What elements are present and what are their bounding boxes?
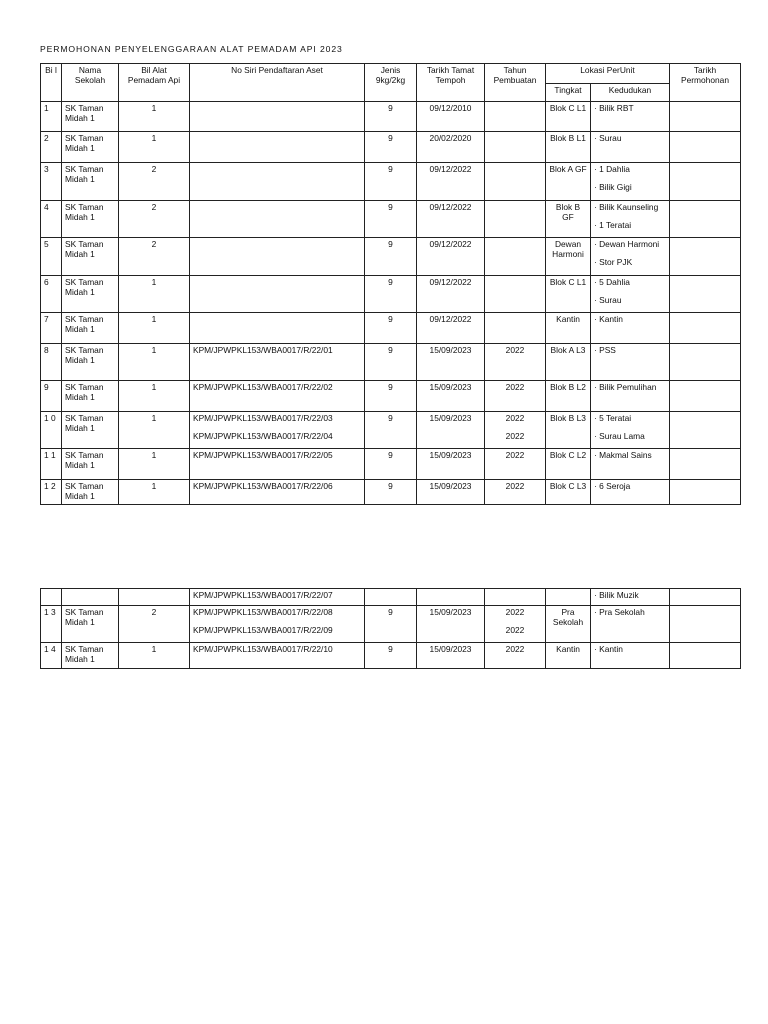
cell-tarikh-permohonan xyxy=(670,381,741,412)
cell-bil: 1 2 xyxy=(41,480,62,505)
cell-tingkat: Blok C L3 xyxy=(546,480,591,505)
cell-jenis: 9 xyxy=(365,643,417,669)
cell-nama-sekolah: SK Taman Midah 1 xyxy=(62,132,119,163)
no-siri-entry: KPM/JPWPKL153/WBA0017/R/22/08 xyxy=(193,607,333,617)
cell-bil-alat: 1 xyxy=(119,480,190,505)
document-title: PERMOHONAN PENYELENGGARAAN ALAT PEMADAM API 2023 xyxy=(40,44,343,54)
cell-no-siri xyxy=(190,381,365,412)
cell-no-siri xyxy=(190,102,365,132)
header-nama-sekolah: Nama Sekolah xyxy=(62,64,119,102)
cell-kedudukan xyxy=(591,589,670,606)
cell-nama-sekolah: SK Taman Midah 1 xyxy=(62,201,119,238)
cell-bil: 1 4 xyxy=(41,643,62,669)
cell-tarikh-permohonan xyxy=(670,201,741,238)
cell-tarikh-permohonan xyxy=(670,412,741,449)
cell-kedudukan xyxy=(591,132,670,163)
cell-tingkat: Kantin xyxy=(546,643,591,669)
table-row xyxy=(41,276,741,313)
cell-bil-alat: 1 xyxy=(119,412,190,449)
cell-tahun xyxy=(485,163,546,201)
cell-tingkat: Kantin xyxy=(546,313,591,344)
cell-tingkat: Blok C L2 xyxy=(546,449,591,480)
kedudukan-entry: · 1 Teratai xyxy=(594,220,666,230)
kedudukan-entry: · Stor PJK xyxy=(594,257,666,267)
cell-tahun xyxy=(485,201,546,238)
kedudukan-entry: · Bilik Kaunseling xyxy=(594,202,666,212)
table-row xyxy=(41,480,741,505)
cell-tarikh-tamat: 15/09/2023 xyxy=(417,643,485,669)
header-bil: Bi l xyxy=(41,64,62,102)
cell-bil-alat: 2 xyxy=(119,201,190,238)
tahun-entry: 2022 xyxy=(505,345,525,355)
table-row xyxy=(41,589,741,606)
cell-bil: 8 xyxy=(41,344,62,381)
cell-tarikh-tamat: 20/02/2020 xyxy=(417,132,485,163)
cell-bil xyxy=(41,589,62,606)
cell-tarikh-permohonan xyxy=(670,606,741,643)
cell-kedudukan xyxy=(591,643,670,669)
kedudukan-entry: · Surau xyxy=(594,133,666,143)
cell-no-siri xyxy=(190,643,365,669)
cell-jenis: 9 xyxy=(365,480,417,505)
no-siri-entry: KPM/JPWPKL153/WBA0017/R/22/02 xyxy=(193,382,333,392)
cell-no-siri xyxy=(190,449,365,480)
header-tarikh-tamat: Tarikh Tamat Tempoh xyxy=(417,64,485,102)
cell-bil: 1 1 xyxy=(41,449,62,480)
cell-kedudukan xyxy=(591,102,670,132)
cell-bil: 1 3 xyxy=(41,606,62,643)
cell-tahun xyxy=(485,643,546,669)
cell-tahun xyxy=(485,132,546,163)
cell-nama-sekolah: SK Taman Midah 1 xyxy=(62,313,119,344)
cell-kedudukan xyxy=(591,344,670,381)
cell-nama-sekolah: SK Taman Midah 1 xyxy=(62,276,119,313)
cell-tahun xyxy=(485,589,546,606)
cell-tarikh-permohonan xyxy=(670,238,741,276)
cell-tarikh-permohonan xyxy=(670,480,741,505)
cell-nama-sekolah xyxy=(62,589,119,606)
cell-tahun xyxy=(485,238,546,276)
no-siri-entry: KPM/JPWPKL153/WBA0017/R/22/04 xyxy=(193,431,333,441)
cell-jenis: 9 xyxy=(365,606,417,643)
cell-bil: 2 xyxy=(41,132,62,163)
cell-bil: 1 0 xyxy=(41,412,62,449)
cell-bil: 9 xyxy=(41,381,62,412)
cell-jenis: 9 xyxy=(365,313,417,344)
cell-bil-alat: 1 xyxy=(119,132,190,163)
cell-tarikh-tamat: 15/09/2023 xyxy=(417,449,485,480)
cell-tingkat: Blok A GF xyxy=(546,163,591,201)
cell-jenis: 9 xyxy=(365,381,417,412)
cell-bil-alat: 1 xyxy=(119,643,190,669)
cell-tarikh-tamat: 09/12/2022 xyxy=(417,163,485,201)
cell-tarikh-tamat: 15/09/2023 xyxy=(417,606,485,643)
header-tarikh-permohonan: Tarikh Permohonan xyxy=(670,64,741,102)
no-siri-entry: KPM/JPWPKL153/WBA0017/R/22/09 xyxy=(193,625,333,635)
header-tahun: Tahun Pembuatan xyxy=(485,64,546,102)
cell-no-siri xyxy=(190,412,365,449)
table-row xyxy=(41,412,741,449)
cell-kedudukan xyxy=(591,163,670,201)
table-row xyxy=(41,381,741,412)
cell-kedudukan xyxy=(591,201,670,238)
cell-bil-alat: 1 xyxy=(119,344,190,381)
cell-tingkat: Blok B L1 xyxy=(546,132,591,163)
cell-kedudukan xyxy=(591,276,670,313)
kedudukan-entry: · Pra Sekolah xyxy=(594,607,666,617)
cell-bil: 6 xyxy=(41,276,62,313)
cell-tarikh-tamat xyxy=(417,589,485,606)
cell-bil-alat: 2 xyxy=(119,606,190,643)
cell-kedudukan xyxy=(591,480,670,505)
cell-nama-sekolah: SK Taman Midah 1 xyxy=(62,449,119,480)
cell-no-siri xyxy=(190,589,365,606)
kedudukan-entry: · 6 Seroja xyxy=(594,481,666,491)
cell-tahun xyxy=(485,412,546,449)
cell-no-siri xyxy=(190,606,365,643)
table-row xyxy=(41,344,741,381)
header-bil-alat: Bil Alat Pemadam Api xyxy=(119,64,190,102)
kedudukan-entry: · Surau Lama xyxy=(594,431,666,441)
cell-jenis: 9 xyxy=(365,201,417,238)
cell-jenis: 9 xyxy=(365,449,417,480)
cell-kedudukan xyxy=(591,606,670,643)
cell-bil: 1 xyxy=(41,102,62,132)
kedudukan-entry: · 5 Teratai xyxy=(594,413,666,423)
cell-bil-alat: 2 xyxy=(119,238,190,276)
cell-tingkat: Blok C L1 xyxy=(546,102,591,132)
cell-jenis: 9 xyxy=(365,276,417,313)
table-row xyxy=(41,643,741,669)
cell-kedudukan xyxy=(591,412,670,449)
cell-no-siri xyxy=(190,480,365,505)
cell-tingkat: Blok B L2 xyxy=(546,381,591,412)
kedudukan-entry: · Makmal Sains xyxy=(594,450,666,460)
cell-nama-sekolah: SK Taman Midah 1 xyxy=(62,102,119,132)
cell-tarikh-permohonan xyxy=(670,449,741,480)
cell-tarikh-tamat: 09/12/2022 xyxy=(417,238,485,276)
cell-bil-alat: 1 xyxy=(119,449,190,480)
header-lokasi: Lokasi PerUnit xyxy=(546,64,670,84)
no-siri-entry: KPM/JPWPKL153/WBA0017/R/22/03 xyxy=(193,413,333,423)
cell-nama-sekolah: SK Taman Midah 1 xyxy=(62,344,119,381)
cell-tingkat: Blok B GF xyxy=(546,201,591,238)
table-row xyxy=(41,201,741,238)
header-no-siri: No Siri Pendaftaran Aset xyxy=(190,64,365,102)
cell-bil-alat: 2 xyxy=(119,163,190,201)
tahun-entry: 2022 xyxy=(505,413,525,423)
cell-tarikh-tamat: 09/12/2022 xyxy=(417,201,485,238)
cell-tarikh-permohonan xyxy=(670,589,741,606)
cell-tingkat xyxy=(546,589,591,606)
tahun-entry: 2022 xyxy=(505,450,525,460)
cell-no-siri xyxy=(190,238,365,276)
tahun-entry: 2022 xyxy=(505,607,525,617)
cell-tarikh-tamat: 09/12/2022 xyxy=(417,313,485,344)
cell-tarikh-permohonan xyxy=(670,102,741,132)
cell-jenis: 9 xyxy=(365,412,417,449)
header-tingkat: Tingkat xyxy=(546,84,591,102)
cell-tahun xyxy=(485,276,546,313)
fire-extinguisher-table xyxy=(40,63,741,505)
kedudukan-entry: · PSS xyxy=(594,345,666,355)
cell-bil: 3 xyxy=(41,163,62,201)
cell-nama-sekolah: SK Taman Midah 1 xyxy=(62,606,119,643)
cell-tingkat: Blok C L1 xyxy=(546,276,591,313)
cell-kedudukan xyxy=(591,238,670,276)
cell-jenis: 9 xyxy=(365,132,417,163)
cell-nama-sekolah: SK Taman Midah 1 xyxy=(62,163,119,201)
cell-tarikh-tamat: 15/09/2023 xyxy=(417,381,485,412)
cell-tahun xyxy=(485,606,546,643)
table-row xyxy=(41,102,741,132)
fire-extinguisher-table-continued xyxy=(40,588,741,669)
cell-bil-alat: 1 xyxy=(119,381,190,412)
table-row xyxy=(41,449,741,480)
cell-no-siri xyxy=(190,313,365,344)
tahun-entry: 2022 xyxy=(505,644,525,654)
cell-bil-alat: 1 xyxy=(119,102,190,132)
cell-tarikh-tamat: 09/12/2022 xyxy=(417,276,485,313)
kedudukan-entry: · Surau xyxy=(594,295,666,305)
cell-tarikh-permohonan xyxy=(670,276,741,313)
cell-bil-alat xyxy=(119,589,190,606)
cell-tarikh-tamat: 15/09/2023 xyxy=(417,412,485,449)
cell-tarikh-tamat: 15/09/2023 xyxy=(417,480,485,505)
tahun-entry: 2022 xyxy=(505,481,525,491)
table-row xyxy=(41,606,741,643)
cell-nama-sekolah: SK Taman Midah 1 xyxy=(62,412,119,449)
kedudukan-entry: · 5 Dahlia xyxy=(594,277,666,287)
cell-jenis: 9 xyxy=(365,102,417,132)
tahun-entry: 2022 xyxy=(505,382,525,392)
cell-tarikh-permohonan xyxy=(670,643,741,669)
cell-tahun xyxy=(485,102,546,132)
no-siri-entry: KPM/JPWPKL153/WBA0017/R/22/01 xyxy=(193,345,333,355)
tahun-entry: 2022 xyxy=(505,431,525,441)
cell-jenis: 9 xyxy=(365,163,417,201)
kedudukan-entry: · Bilik Gigi xyxy=(594,182,666,192)
table-row xyxy=(41,132,741,163)
no-siri-entry: KPM/JPWPKL153/WBA0017/R/22/05 xyxy=(193,450,333,460)
cell-nama-sekolah: SK Taman Midah 1 xyxy=(62,381,119,412)
cell-no-siri xyxy=(190,344,365,381)
cell-tingkat: Dewan Harmoni xyxy=(546,238,591,276)
kedudukan-entry: · Bilik RBT xyxy=(594,103,666,113)
cell-jenis xyxy=(365,589,417,606)
header-jenis: Jenis 9kg/2kg xyxy=(365,64,417,102)
table-row xyxy=(41,163,741,201)
cell-kedudukan xyxy=(591,449,670,480)
cell-bil-alat: 1 xyxy=(119,313,190,344)
kedudukan-entry: · Kantin xyxy=(594,314,666,324)
cell-tingkat: Pra Sekolah xyxy=(546,606,591,643)
no-siri-entry: KPM/JPWPKL153/WBA0017/R/22/06 xyxy=(193,481,333,491)
cell-tarikh-tamat: 15/09/2023 xyxy=(417,344,485,381)
cell-jenis: 9 xyxy=(365,344,417,381)
cell-bil: 4 xyxy=(41,201,62,238)
kedudukan-entry: · Kantin xyxy=(594,644,666,654)
cell-kedudukan xyxy=(591,313,670,344)
cell-no-siri xyxy=(190,132,365,163)
cell-tahun xyxy=(485,344,546,381)
cell-tahun xyxy=(485,381,546,412)
kedudukan-entry: · Bilik Muzik xyxy=(594,590,666,600)
header-kedudukan: Kedudukan xyxy=(591,84,670,102)
cell-tahun xyxy=(485,313,546,344)
cell-nama-sekolah: SK Taman Midah 1 xyxy=(62,238,119,276)
cell-bil: 7 xyxy=(41,313,62,344)
cell-no-siri xyxy=(190,201,365,238)
table-row xyxy=(41,313,741,344)
cell-tahun xyxy=(485,480,546,505)
tahun-entry: 2022 xyxy=(505,625,525,635)
cell-tarikh-permohonan xyxy=(670,132,741,163)
cell-tingkat: Blok A L3 xyxy=(546,344,591,381)
cell-bil-alat: 1 xyxy=(119,276,190,313)
cell-tarikh-permohonan xyxy=(670,163,741,201)
cell-tahun xyxy=(485,449,546,480)
cell-tarikh-tamat: 09/12/2010 xyxy=(417,102,485,132)
no-siri-entry: KPM/JPWPKL153/WBA0017/R/22/07 xyxy=(193,590,333,600)
cell-bil: 5 xyxy=(41,238,62,276)
kedudukan-entry: · Dewan Harmoni xyxy=(594,239,666,249)
cell-tarikh-permohonan xyxy=(670,313,741,344)
no-siri-entry: KPM/JPWPKL153/WBA0017/R/22/10 xyxy=(193,644,333,654)
cell-no-siri xyxy=(190,163,365,201)
kedudukan-entry: · Bilik Pemulihan xyxy=(594,382,666,392)
cell-no-siri xyxy=(190,276,365,313)
cell-jenis: 9 xyxy=(365,238,417,276)
cell-tingkat: Blok B L3 xyxy=(546,412,591,449)
table-row xyxy=(41,238,741,276)
cell-nama-sekolah: SK Taman Midah 1 xyxy=(62,643,119,669)
cell-tarikh-permohonan xyxy=(670,344,741,381)
cell-nama-sekolah: SK Taman Midah 1 xyxy=(62,480,119,505)
kedudukan-entry: · 1 Dahlia xyxy=(594,164,666,174)
cell-kedudukan xyxy=(591,381,670,412)
